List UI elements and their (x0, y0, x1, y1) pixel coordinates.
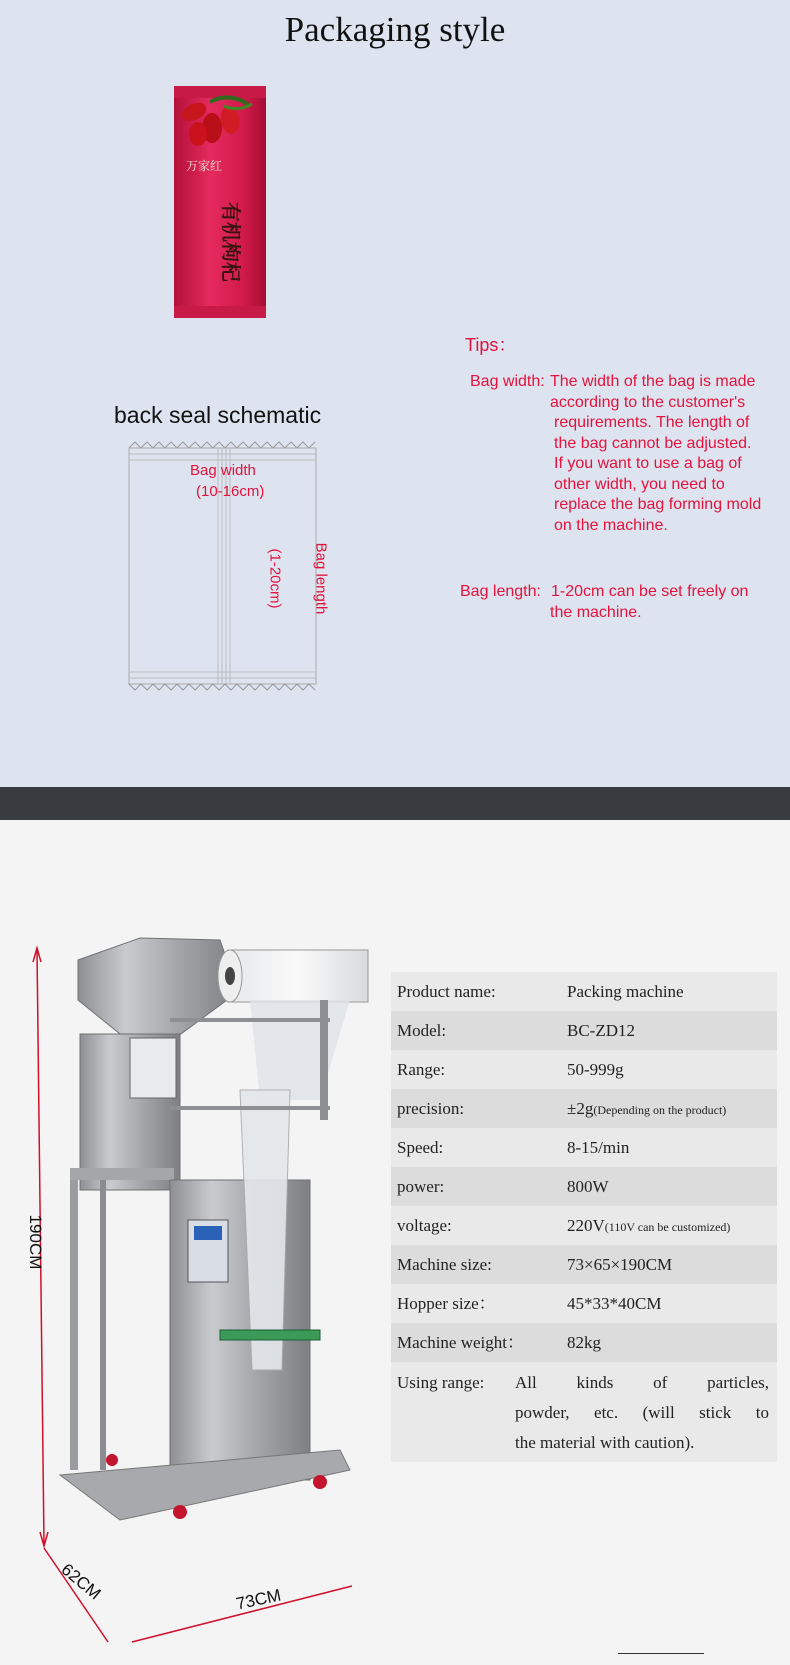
using-range-line: powder, etc. (will stick to (515, 1403, 769, 1422)
spec-row: Hopper size： 45*33*40CM (391, 1284, 777, 1323)
spec-row: voltage: 220V(110V can be customized) (391, 1206, 777, 1245)
using-range-line: the material with caution). (515, 1433, 695, 1452)
tips-length-line: 1-20cm can be set freely on (551, 583, 749, 600)
page-title: Packaging style (284, 10, 506, 49)
product-bag-image (168, 84, 274, 324)
spec-row: Speed: 8-15/min (391, 1128, 777, 1167)
tips-width-line: other width, you need to (554, 475, 725, 493)
tips-width-line: requirements. The length of (554, 414, 750, 431)
schematic-width-range: (10-16cm) (196, 483, 265, 500)
tips-width-line: The width of the bag is made (550, 373, 756, 390)
tips-length-line: the machine. (550, 603, 642, 621)
tips-width-line: If you want to use a bag of (554, 455, 742, 472)
bottom-rule (618, 1653, 704, 1654)
tips-width-line: according to the customer's (550, 393, 746, 411)
width-dimension-label: 73CM (234, 1585, 283, 1614)
schematic-title: back seal schematic (114, 402, 322, 428)
spec-row: precision: ±2g(Depending on the product) (391, 1089, 777, 1128)
using-range-line: All kinds of particles, (515, 1373, 769, 1392)
tips-width-line: replace the bag forming mold (554, 496, 762, 513)
package-name-text: 有机枸杞 (219, 202, 243, 282)
spec-row: Machine weight： 82kg (391, 1323, 777, 1362)
tips-title: Tips： (465, 335, 517, 355)
packing-machine-image (20, 930, 390, 1655)
depth-dimension-label: 62CM (57, 1559, 105, 1604)
spec-row: Range: 50-999g (391, 1050, 777, 1089)
spec-table (391, 972, 777, 1462)
spec-row: Machine size: 73×65×190CM (391, 1245, 777, 1284)
tips-width-line: the bag cannot be adjusted. (554, 434, 752, 452)
height-dimension-label: 190CM (26, 1214, 45, 1270)
spec-row: Product name: Packing machine (391, 972, 777, 1011)
schematic-length-range: (1-20cm) (266, 548, 284, 609)
using-range-row (391, 1362, 777, 1462)
tips-width-label: Bag width: (470, 373, 545, 390)
schematic-width-label: Bag width (190, 462, 256, 479)
spec-row: Model: BC-ZD12 (391, 1011, 777, 1050)
tips-width-line: on the machine. (554, 516, 668, 534)
tips-length-label: Bag length: (460, 583, 541, 600)
using-range-label: Using range: (397, 1373, 485, 1392)
package-brand-text: 万家红 (186, 159, 223, 173)
section-divider (0, 787, 790, 820)
schematic-length-label: Bag length (312, 542, 330, 615)
spec-row: power: 800W (391, 1167, 777, 1206)
